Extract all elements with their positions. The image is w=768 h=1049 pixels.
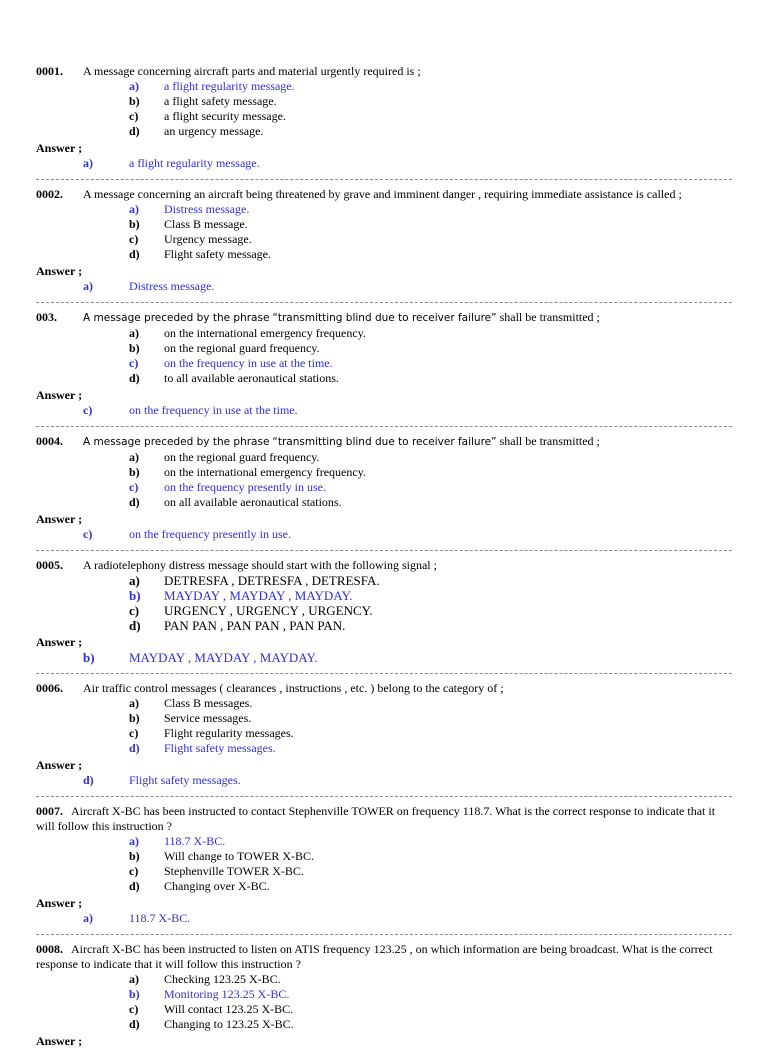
answer-label: Answer ; [36,896,83,910]
question-number: 0005. [36,558,63,572]
dashed-divider [36,673,732,674]
option-text: to all available aeronautical stations. [164,371,339,385]
option-list [36,450,732,510]
option-letter: a) [129,79,139,93]
question-block [36,434,732,542]
answer-letter: d) [83,773,94,787]
option-text: Service messages. [164,711,252,725]
option-letter: c) [129,726,139,740]
option-letter: a) [129,696,139,710]
option-letter: c) [129,232,139,246]
question-block [36,942,732,1049]
answer-label: Answer ; [36,635,83,649]
answer-row [36,403,732,418]
question-number: 0006. [36,681,63,695]
option-d [36,1017,732,1032]
answer-label: Answer ; [36,512,83,526]
option-text: Urgency message. [164,232,252,246]
option-d [36,371,732,386]
option-letter: d) [129,618,141,633]
option-letter: a) [129,326,139,340]
answer-text: 118.7 X-BC. [129,911,191,925]
option-d [36,247,732,262]
question-text: Air traffic control messages ( clearances , instructions , etc. ) belong to the category of ; [83,681,504,695]
option-b [36,94,732,109]
option-c [36,480,732,495]
option-d [36,618,732,633]
question-block [36,187,732,294]
question-number: 003. [36,310,57,324]
answer-text: Distress message. [129,279,215,293]
option-letter: a) [129,834,139,848]
option-a [36,696,732,711]
question-block [36,310,732,418]
answer-letter: c) [83,527,93,541]
option-letter: d) [129,124,140,138]
option-c [36,109,732,124]
option-a [36,326,732,341]
option-list [36,573,732,633]
option-letter: c) [129,1002,139,1016]
option-c [36,603,732,618]
option-b [36,711,732,726]
option-d [36,879,732,894]
option-text: Monitoring 123.25 X-BC. [164,987,290,1001]
option-text: Checking 123.25 X-BC. [164,972,281,986]
question-number: 0007. [36,804,63,818]
question-header [36,187,732,202]
option-text: a flight regularity message. [164,79,295,93]
answer-label: Answer ; [36,141,83,155]
option-letter: d) [129,371,140,385]
option-text: Stephenville TOWER X-BC. [164,864,304,878]
option-letter: c) [129,603,140,618]
question-number: 0002. [36,187,63,201]
option-c [36,232,732,247]
option-a [36,573,732,588]
option-letter: b) [129,465,140,479]
option-d [36,124,732,139]
option-b [36,217,732,232]
option-text: Class B messages. [164,696,253,710]
option-letter: c) [129,356,139,370]
option-text: on the regional guard frequency. [164,341,320,355]
option-a [36,972,732,987]
dashed-divider [36,550,732,551]
option-b [36,987,732,1002]
answer-row [36,279,732,294]
option-text: Changing to 123.25 X-BC. [164,1017,294,1031]
option-letter: a) [129,202,139,216]
option-d [36,495,732,510]
answer-letter: a) [83,911,93,925]
answer-label: Answer ; [36,1034,83,1048]
answer-letter: a) [83,156,93,170]
dashed-divider [36,934,732,935]
option-text: on the international emergency frequency. [164,465,366,479]
option-letter: d) [129,1017,140,1031]
option-c [36,356,732,371]
answer-row [36,773,732,788]
answer-letter: b) [83,650,95,665]
option-text: Will change to TOWER X-BC. [164,849,315,863]
option-text: Will contact 123.25 X-BC. [164,1002,294,1016]
option-a [36,834,732,849]
option-text: on the frequency in use at the time. [164,356,333,370]
option-list [36,696,732,756]
option-a [36,450,732,465]
question-number: 0001. [36,64,63,78]
option-c [36,726,732,741]
question-text-end: shall be transmitted ; [496,434,600,448]
option-text: PAN PAN , PAN PAN , PAN PAN. [164,618,346,633]
question-header [36,558,732,573]
question-text-intro: A message preceded by the phrase [83,312,270,324]
answer-row [36,156,732,171]
question-header [36,434,732,450]
question-header [36,64,732,79]
option-letter: c) [129,480,139,494]
dashed-divider [36,426,732,427]
option-letter: b) [129,588,141,603]
option-text: DETRESFA , DETRESFA , DETRESFA. [164,573,380,588]
option-text: a flight security message. [164,109,286,123]
option-letter: b) [129,711,140,725]
option-letter: b) [129,341,140,355]
question-text: Aircraft X-BC has been instructed to contact Stephenville TOWER on frequency 118.7. What is the correct response to indicate that it will follow this instruction ? [36,804,716,833]
option-b [36,341,732,356]
option-text: an urgency message. [164,124,264,138]
option-letter: a) [129,573,140,588]
question-text: A message concerning an aircraft being threatened by grave and imminent danger , requiring immediate assistance is called ; [83,187,682,201]
question-document [36,64,732,1049]
option-a [36,79,732,94]
option-text: Distress message. [164,202,250,216]
option-b [36,465,732,480]
question-header [36,804,732,834]
answer-text: on the frequency in use at the time. [129,403,298,417]
question-header [36,681,732,696]
question-text-intro: A message preceded by the phrase [83,436,270,448]
answer-row [36,911,732,926]
question-header [36,310,732,326]
option-letter: b) [129,987,140,1001]
option-list [36,202,732,262]
question-text: A message concerning aircraft parts and material urgently required is ; [83,64,421,78]
option-letter: c) [129,864,139,878]
option-text: Changing over X-BC. [164,879,270,893]
option-letter: d) [129,879,140,893]
question-text-end: shall be transmitted ; [496,310,600,324]
answer-letter: c) [83,403,93,417]
option-letter: c) [129,109,139,123]
option-letter: a) [129,450,139,464]
option-text: on all available aeronautical stations. [164,495,342,509]
option-list [36,834,732,894]
option-letter: b) [129,217,140,231]
answer-text: on the frequency presently in use. [129,527,291,541]
option-text: URGENCY , URGENCY , URGENCY. [164,603,373,618]
dashed-divider [36,302,732,303]
question-quoted-phrase: “transmitting blind due to receiver failure” [272,436,497,448]
option-c [36,1002,732,1017]
option-list [36,79,732,139]
option-letter: a) [129,972,139,986]
answer-text: MAYDAY , MAYDAY , MAYDAY. [129,650,318,665]
answer-row [36,527,732,542]
question-block [36,558,732,665]
answer-row [36,650,732,665]
question-text: A radiotelephony distress message should start with the following signal ; [83,558,437,572]
option-d [36,741,732,756]
option-b [36,849,732,864]
option-list [36,972,732,1032]
answer-text: a flight regularity message. [129,156,260,170]
answer-label: Answer ; [36,388,83,402]
option-text: Class B message. [164,217,248,231]
answer-text: Flight safety messages. [129,773,241,787]
option-text: 118.7 X-BC. [164,834,226,848]
question-block [36,64,732,171]
option-text: Flight regularity messages. [164,726,294,740]
option-text: Flight safety messages. [164,741,276,755]
question-header [36,942,732,972]
option-a [36,202,732,217]
option-letter: b) [129,94,140,108]
option-text: a flight safety message. [164,94,277,108]
question-text: Aircraft X-BC has been instructed to listen on ATIS frequency 123.25 , on which information are being broadcast. What is the correct response to indicate that it will follow this instruction ? [36,942,713,971]
dashed-divider [36,796,732,797]
option-text: on the frequency presently in use. [164,480,326,494]
option-letter: b) [129,849,140,863]
option-letter: d) [129,247,140,261]
dashed-divider [36,179,732,180]
question-block [36,804,732,926]
option-b [36,588,732,603]
option-letter: d) [129,741,140,755]
option-text: Flight safety message. [164,247,271,261]
question-quoted-phrase: “transmitting blind due to receiver failure” [272,312,497,324]
question-number: 0008. [36,942,63,956]
option-list [36,326,732,386]
option-text: on the regional guard frequency. [164,450,320,464]
question-block [36,681,732,788]
option-letter: d) [129,495,140,509]
question-number: 0004. [36,434,63,448]
answer-letter: a) [83,279,93,293]
answer-label: Answer ; [36,758,83,772]
option-text: MAYDAY , MAYDAY , MAYDAY. [164,588,353,603]
answer-label: Answer ; [36,264,83,278]
option-text: on the international emergency frequency. [164,326,366,340]
option-c [36,864,732,879]
